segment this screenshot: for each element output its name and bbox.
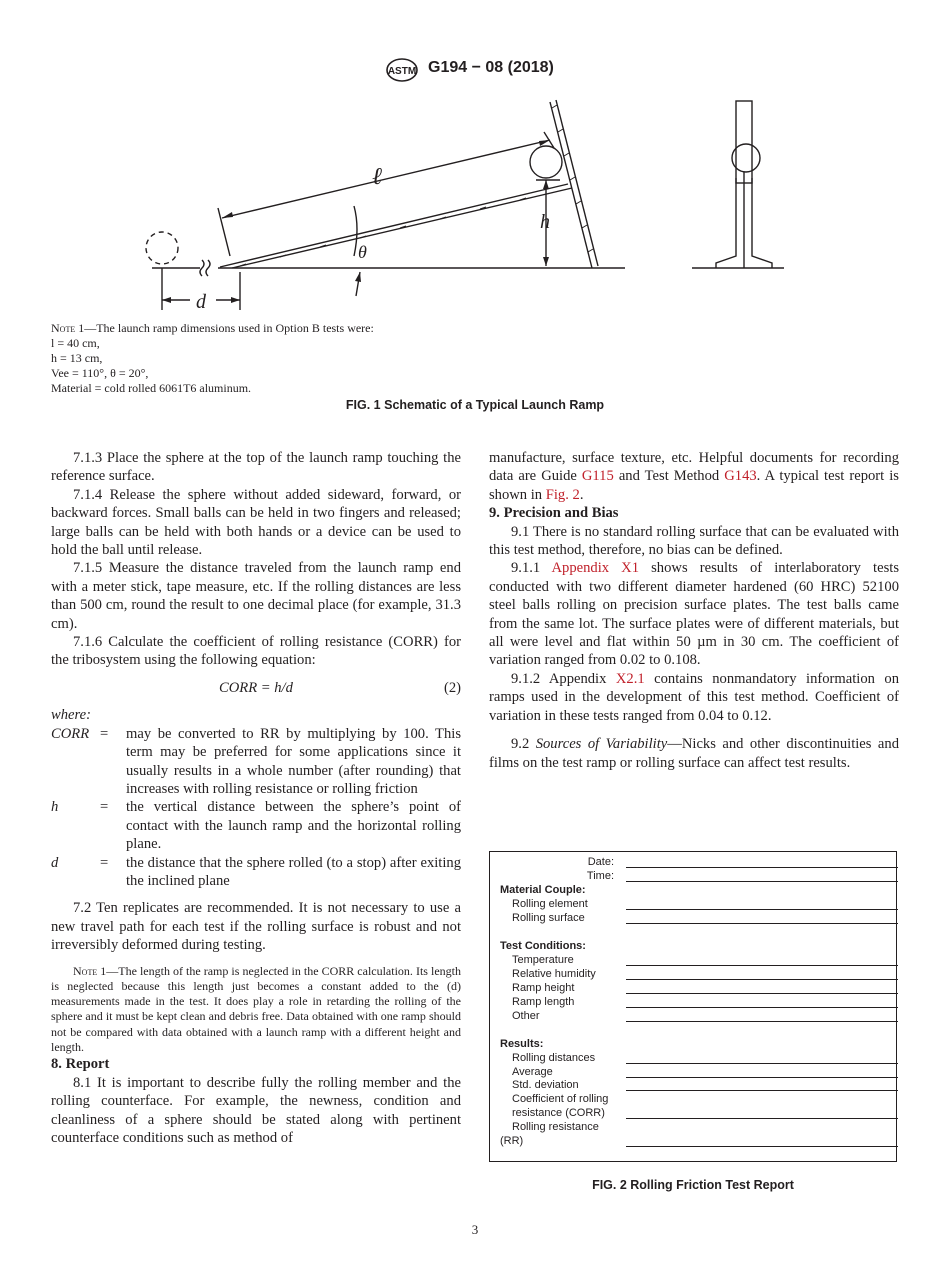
field-rolling-element[interactable] [626,909,898,910]
field-date[interactable] [626,867,898,868]
label-coef-line2: resistance (CORR) [512,1107,605,1119]
document-id: G194 − 08 (2018) [428,59,554,76]
fig1-caption: FIG. 1 Schematic of a Typical Launch Ramp [345,398,605,412]
para-9-2: 9.2 Sources of Variability—Nicks and other discontinuities and films on the test ramp or rolling surface can affect test results. [489,736,899,771]
label-other: Other [512,1010,540,1022]
label-rolling-surface: Rolling surface [512,912,585,924]
definition-d: d = the distance that the sphere rolled (to a stop) after exiting the inclined plane [51,854,461,889]
para-9-1-2: 9.1.2 Appendix X2.1 contains nonmandatory information on ramps used in the development of this test method. Coefficient of variation in these tests ranged from 0.04 to 0.12. [489,670,899,724]
note-1: Note 1—The length of the ramp is neglected in the CORR calculation. Its length is neglected because this length just becomes a constant added to the (d) measurements made in the test. It does play a role in retarding the rolling of the sphere and it must be kept clean and debris free. Data obtained with one ramp should not be compared with data obtained with a launch ramp with a different height and length. [51,963,462,1055]
fig2-caption: FIG. 2 Rolling Friction Test Report [592,1178,794,1192]
para-9-1: 9.1 There is no standard rolling surface that can be evaluated with this test method, therefore, no bias can be defined. [489,523,899,559]
label-relative-humidity: Relative humidity [512,968,596,980]
field-rolling-distances[interactable] [626,1063,898,1064]
field-other[interactable] [626,1021,898,1022]
label-time: Time: [586,870,614,882]
definition-h: h = the vertical distance between the sphere’s point of contact with the launch ramp and the horizontal rolling plane. [51,799,461,853]
break-mark [200,260,204,276]
page-number: 3 [471,1222,479,1237]
para-8-1-cont: manufacture, surface texture, etc. Helpful documents for recording data are Guide G115 and Test Method G143. A typical test report is shown in Fig. 2. [489,450,899,503]
label-theta: θ [358,242,367,262]
ball-start-dashed [146,232,178,264]
label-rr-line2: (RR) [500,1135,524,1147]
field-temperature[interactable] [626,965,898,966]
para-7-1-3: 7.1.3 Place the sphere at the top of the launch ramp touching the reference surface. [51,450,461,485]
launch-ramp-schematic [140,96,640,316]
backstop-front [550,102,592,268]
label-results: Results: [500,1038,544,1050]
launch-ramp-side-view [688,96,788,278]
field-ramp-length[interactable] [626,1007,898,1008]
field-std-deviation[interactable] [626,1090,898,1091]
break-mark [206,260,210,276]
field-ramp-height[interactable] [626,993,898,994]
link-appendix-x1[interactable]: Appendix X1 [551,560,640,577]
label-material-couple: Material Couple: [500,884,586,896]
svg-text:ASTM: ASTM [387,66,417,77]
field-relative-humidity[interactable] [626,979,898,980]
section-9-title: 9. Precision and Bias [489,505,619,522]
field-corr[interactable] [626,1118,898,1119]
test-report-form [489,851,897,1162]
link-fig2[interactable]: Fig. 2 [545,486,580,503]
para-7-2: 7.2 Ten replicates are recommended. It is not necessary to use a new travel path for each test if the rolling surface is robust and not irreversibly deformed during testing. [51,900,461,954]
field-average[interactable] [626,1077,898,1078]
ball-on-ramp [530,146,562,178]
fig1-note: Note 1—The launch ramp dimensions used in Option B tests were: l = 40 cm, h = 13 cm, Vee = 110°, θ = 20°, Material = cold rolled 6061T6 aluminum. [51,321,374,395]
backstop-hatch [552,105,593,252]
label-h: h [540,211,550,233]
label-rr-line1: Rolling resistance [512,1121,599,1133]
ramp-top [220,184,568,267]
link-g115[interactable]: G115 [581,468,614,485]
section-8-title: 8. Report [51,1056,110,1073]
where-label: where: [51,707,91,724]
left-column [51,449,461,1147]
label-coef-line1: Coefficient of rolling [512,1093,609,1105]
link-g143[interactable]: G143 [724,468,757,485]
astm-logo-icon [384,58,420,82]
right-column [489,449,899,772]
definition-corr: CORR = may be converted to RR by multiplying by 100. This term may be preferred for some applications since it usually results in a whole number (after rounding) that increases with rolling resistance or rolling friction [51,725,461,797]
backstop-back [556,100,598,266]
field-rr[interactable] [626,1146,898,1147]
para-7-1-6: 7.1.6 Calculate the coefficient of rolling resistance (CORR) for the tribosystem using the following equation: [51,634,461,669]
label-ramp-height: Ramp height [512,982,575,994]
para-9-1-1: 9.1.1 Appendix X1 shows results of interlaboratory tests conducted with two different diameter hardened (60 HRC) 52100 steel balls rolling on precision surface plates. The test balls came from the same lot. The surface plates were of different materials, but all were level and flat within 50 µm in 30 cm. The coefficient of variation ranged from 0.02 to 0.108. [489,560,900,669]
field-time[interactable] [626,881,898,882]
para-7-1-5: 7.1.5 Measure the distance traveled from the launch ramp end with a meter stick, tape measure, etc. If the rolling distances are less than 500 cm, round the result to one decimal place (for example, 31.3 cm). [51,560,461,632]
equation-2: CORR = h/d (2) [219,679,461,696]
l-dimension-line [222,140,550,218]
field-rolling-surface[interactable] [626,923,898,924]
label-l: ℓ [372,164,382,190]
label-temperature: Temperature [512,954,574,966]
label-d: d [196,291,206,313]
label-rolling-element: Rolling element [512,898,588,910]
label-ramp-length: Ramp length [512,996,575,1008]
label-date: Date: [587,856,614,868]
page-header [0,58,950,82]
label-average: Average [512,1066,553,1078]
label-std-deviation: Std. deviation [512,1079,579,1091]
label-test-conditions: Test Conditions: [500,940,586,952]
link-x2-1[interactable]: X2.1 [615,670,645,687]
theta-arc [354,206,357,256]
para-8-1: 8.1 It is important to describe fully the rolling member and the rolling counterface. For example, the newness, condition and cleanliness of a sphere should be stated along with pertinent counterface conditions such as method of [51,1074,461,1146]
para-7-1-4: 7.1.4 Release the sphere without added sideward, forward, or backward forces. Small balls can be held in two fingers and released; large balls can be held with both hands or a device can be used to hold the ball until release. [51,486,461,559]
label-rolling-distances: Rolling distances [512,1052,596,1064]
